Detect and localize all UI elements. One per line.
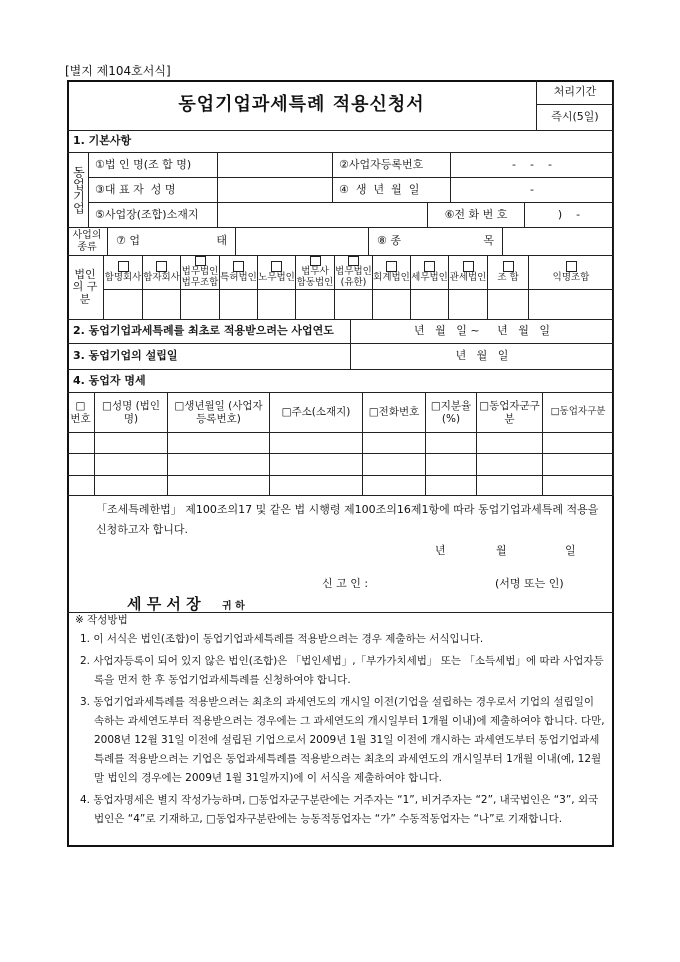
business-category-field[interactable] [236, 228, 369, 256]
instruction-item: 4. 동업자명세은 별지 작성가능하며, □동업자군구분란에는 거주자는 “1”, 비거주자는 “2”, 내국법인은 “3”, 외국법인은 “4”로 기재하고, □동업자구분란에는 능동적동업자는 “가” 수동적동업자는 “나”로 기재합니다. [80, 794, 599, 825]
partner-table-header: □성명 (법인명) [95, 393, 168, 433]
corp-type-label: 회계법인 [373, 272, 410, 284]
corp-type-label: 노무법인 [258, 272, 295, 284]
business-item-field[interactable] [503, 228, 614, 256]
partner-table-header: □지분율 (%) [426, 393, 477, 433]
corp-type-mark-cell[interactable] [296, 290, 335, 320]
checkbox[interactable] [566, 261, 577, 272]
biz-reg-no-field[interactable]: - - - [451, 153, 614, 178]
phone-field[interactable]: ) - [525, 203, 614, 228]
biz-type-label: 사업의 종류 [67, 228, 108, 256]
checkbox[interactable] [156, 261, 167, 272]
partner-table-cell[interactable] [95, 454, 168, 476]
partner-table-header: □전화번호 [363, 393, 426, 433]
partnership-side-label: 동업기업 [67, 153, 89, 228]
processing-period-label: 처리기간 [537, 80, 614, 105]
establishment-date-field[interactable]: 년 월 일 [351, 344, 614, 370]
first-fiscal-year-field[interactable]: 년 월 일 ~ 년 월 일 [351, 320, 614, 344]
birthdate-field[interactable]: - [451, 178, 614, 203]
biz-reg-no-label: ②사업자등록번호 [333, 153, 451, 178]
signature-label: (서명 또는 인) [495, 577, 564, 590]
corp-type-mark-cell[interactable] [449, 290, 488, 320]
instructions-list [80, 630, 605, 832]
partner-table-header: □ 번호 [67, 393, 95, 433]
corp-type-option[interactable] [296, 256, 335, 290]
date-day: 일 [565, 544, 576, 557]
birthdate-label: ④ 생 년 월 일 [333, 178, 451, 203]
partner-table-header: □생년월일 (사업자등록번호) [168, 393, 270, 433]
corp-type-option[interactable] [529, 256, 614, 290]
partner-table-cell[interactable] [543, 476, 614, 496]
form-title: 동업기업과세특례 적용신청서 [67, 80, 537, 131]
checkbox[interactable] [310, 256, 321, 266]
partner-table-cell[interactable] [67, 454, 95, 476]
corp-type-option[interactable] [143, 256, 181, 290]
partner-table-cell[interactable] [543, 454, 614, 476]
date-year: 년 [435, 544, 446, 557]
corp-type-label: 익명조합 [552, 272, 590, 284]
corp-type-option[interactable] [411, 256, 449, 290]
business-category-label [108, 228, 236, 256]
corp-type-option[interactable] [220, 256, 258, 290]
business-item-label [369, 228, 503, 256]
partner-table-cell[interactable] [67, 476, 95, 496]
partner-table-cell[interactable] [426, 454, 477, 476]
partner-table-cell[interactable] [543, 433, 614, 454]
checkbox[interactable] [424, 261, 435, 272]
corp-name-field[interactable] [218, 153, 333, 178]
instruction-item: 1. 이 서식은 법인(조합)이 동업기업과세특례를 적용받으려는 경우 제출하는 서식입니다. [80, 633, 484, 645]
partner-table-header: □동업자구분 [543, 393, 614, 433]
corp-type-option[interactable] [488, 256, 529, 290]
divider [67, 612, 614, 613]
processing-period-value: 즉시(5일) [537, 105, 614, 131]
business-category-text-end: 태 [216, 234, 227, 248]
corp-type-option[interactable] [373, 256, 411, 290]
corp-type-mark-cell[interactable] [335, 290, 373, 320]
partner-table-cell[interactable] [95, 476, 168, 496]
corp-type-label: 법인의 구 분 [67, 256, 104, 320]
corp-type-label: 법무법인 (유한) [335, 266, 372, 289]
partner-table-cell[interactable] [477, 433, 543, 454]
corp-type-option[interactable] [449, 256, 488, 290]
business-item-text: ⑧ 종 [377, 234, 401, 248]
corp-type-mark-cell[interactable] [529, 290, 614, 320]
section1-title: 1. 기본사항 [67, 131, 614, 153]
declaration-text: 「조세특례한법」 제100조의17 및 같은 법 시행령 제100조의16제1항에 따라 동업기업과세특례 적용을 신청하고자 합니다. [96, 503, 599, 536]
corp-type-mark-cell[interactable] [258, 290, 296, 320]
partner-table-cell[interactable] [477, 476, 543, 496]
corp-type-mark-cell[interactable] [411, 290, 449, 320]
partner-table-cell[interactable] [95, 433, 168, 454]
section2-title: 2. 동업기업과세특례를 최초로 적용받으려는 사업연도 [67, 320, 351, 344]
partner-table-cell[interactable] [477, 454, 543, 476]
business-item-text-end: 목 [483, 234, 494, 248]
phone-label: ⑥전 화 번 호 [428, 203, 525, 228]
corp-type-option[interactable] [335, 256, 373, 290]
partner-table-cell[interactable] [270, 433, 363, 454]
partner-table-cell[interactable] [270, 476, 363, 496]
corp-type-label: 특허법인 [220, 272, 257, 284]
corp-type-mark-cell[interactable] [143, 290, 181, 320]
partner-table-header: □주소(소재지) [270, 393, 363, 433]
corp-name-label: ①법 인 명(조 합 명) [89, 153, 218, 178]
instruction-item: 2. 사업자등록이 되어 있지 않은 법인(조합)은 「법인세법」,「부가가치세법」 또는 「소득세법」에 따라 사업자등록을 먼저 한 후 동업기업과세특례를 신청하여야 합니다. [80, 655, 604, 686]
checkbox[interactable] [271, 261, 282, 272]
checkbox[interactable] [195, 256, 206, 266]
partner-table-header: □동업자군구분 [477, 393, 543, 433]
corp-type-option[interactable] [104, 256, 143, 290]
partner-table-cell[interactable] [363, 433, 426, 454]
partner-table-cell[interactable] [363, 454, 426, 476]
corp-type-mark-cell[interactable] [373, 290, 411, 320]
recipient-honorific: 귀 하 [222, 601, 245, 612]
applicant-label: 신 고 인 : [322, 577, 369, 590]
checkbox[interactable] [463, 261, 474, 272]
corp-type-mark-cell[interactable] [488, 290, 529, 320]
partner-table-cell[interactable] [363, 476, 426, 496]
date-month: 월 [496, 544, 507, 557]
form-reference: [별지 제104호서식] [65, 64, 171, 78]
corp-type-label: 법무사 합동법인 [296, 266, 334, 289]
partner-table-cell[interactable] [168, 433, 270, 454]
corp-type-label: 법무법인 법무조합 [181, 266, 219, 289]
representative-field[interactable] [218, 178, 333, 203]
corp-type-mark-cell[interactable] [181, 290, 220, 320]
corp-type-option[interactable] [181, 256, 220, 290]
instruction-item: 3. 동업기업과세특례를 적용받으려는 최초의 과세연도의 개시일 이전(기업을 설립하는 경우로서 기업의 설립일이 속하는 과세연도부터 적용받으려는 경우에는 그 과세연도의 개시일부터 1개월 이내)에 제출하여야 합니다. 다만, 2008년 12월 31일 이전에 설립된 기업으로서 2009년 1월 31일 이전에 개시하는 과세연도부터 동업기업과세특례를 적용받으려는 기업은 동업과세특례를 적용받으려는 최초의 과세연도의 개시일부터 1개월 이내(예, 12월말 법인의 경우에는 2009년 1월 31일까지)에 이 서식을 제출하여야 합니다. [80, 696, 605, 784]
partner-table-cell[interactable] [168, 476, 270, 496]
partner-table-cell[interactable] [67, 433, 95, 454]
checkbox[interactable] [386, 261, 397, 272]
corp-type-option[interactable] [258, 256, 296, 290]
corp-type-label: 합명회사 [104, 272, 142, 284]
checkbox[interactable] [503, 261, 514, 272]
checkbox[interactable] [118, 261, 129, 272]
address-label: ⑤사업장(조합)소재지 [89, 203, 218, 228]
address-field[interactable] [218, 203, 428, 228]
representative-label: ③대 표 자 성 명 [89, 178, 218, 203]
corp-type-label: 합자회사 [143, 272, 180, 284]
checkbox[interactable] [348, 256, 359, 266]
business-category-text: ⑦ 업 [116, 234, 140, 248]
partner-table-cell[interactable] [270, 454, 363, 476]
corp-type-label: 관세법인 [449, 272, 487, 284]
corp-type-label: 조 합 [497, 272, 519, 284]
corp-type-label: 세무법인 [411, 272, 448, 284]
section3-title: 3. 동업기업의 설립일 [67, 344, 351, 370]
partner-table-cell[interactable] [168, 454, 270, 476]
recipient: 세 무 서 장 [127, 595, 201, 613]
partner-table-cell[interactable] [426, 476, 477, 496]
section4-title: 4. 동업자 명세 [67, 370, 614, 393]
partner-table-cell[interactable] [426, 433, 477, 454]
instructions-title: ※ 작성방법 [75, 614, 128, 626]
checkbox[interactable] [233, 261, 244, 272]
corp-type-mark-cell[interactable] [220, 290, 258, 320]
corp-type-mark-cell[interactable] [104, 290, 143, 320]
